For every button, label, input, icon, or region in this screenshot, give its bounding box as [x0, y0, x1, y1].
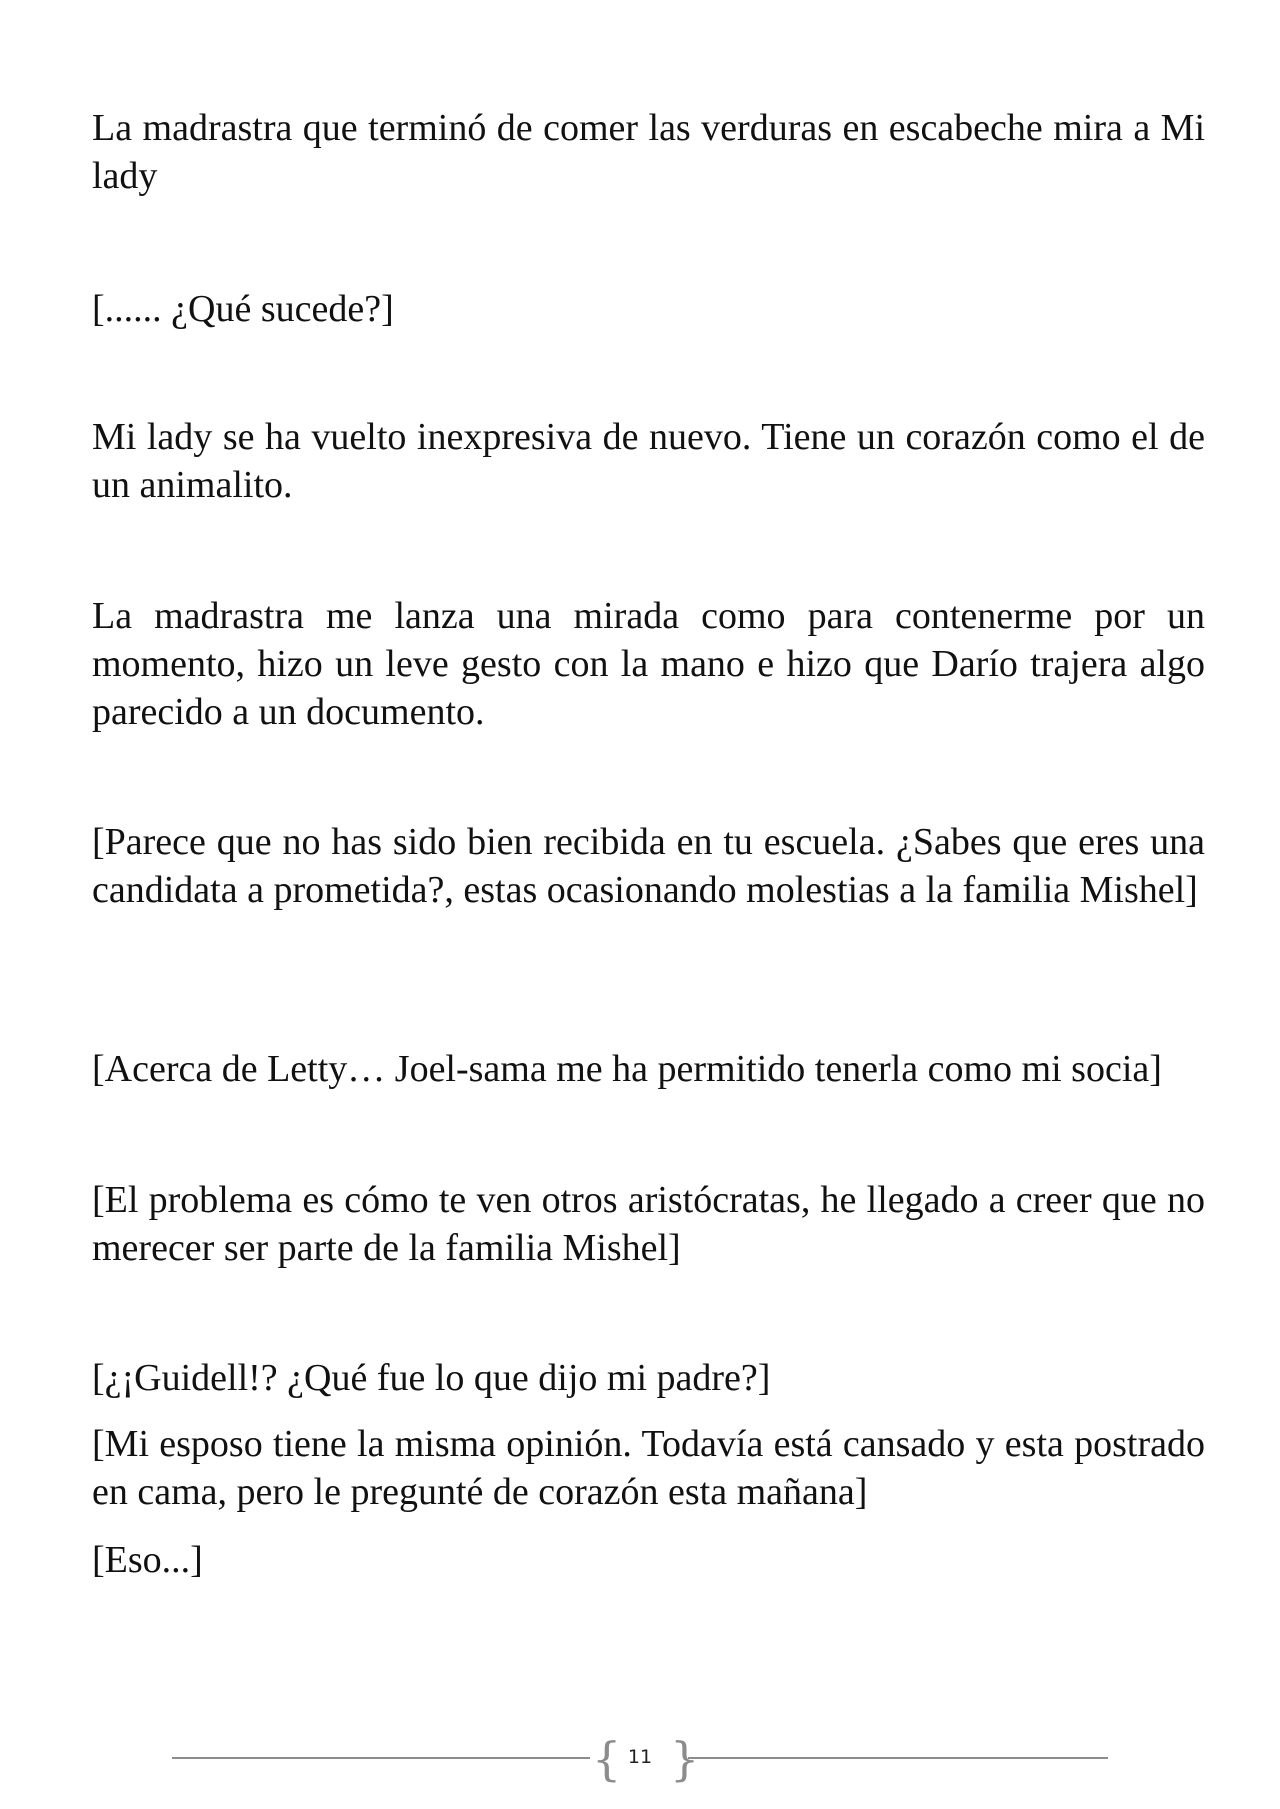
paragraph-4: La madrastra me lanza una mirada como para contenerme por un momento, hizo un leve gesto con la mano e hizo que Darío trajera algo parecido a un documento. — [92, 595, 1205, 733]
page-number: 11 — [627, 1746, 653, 1768]
paragraph-3: Mi lady se ha vuelto inexpresiva de nuevo. Tiene un corazón como el de un animalito. — [92, 416, 1205, 506]
paragraph-1: La madrastra que terminó de comer las verduras en escabeche mira a Mi lady — [92, 107, 1205, 197]
paragraph-10: [Eso...] — [92, 1539, 203, 1581]
footer-rule-right — [688, 1757, 1108, 1759]
paragraph-8: [¿¡Guidell!? ¿Qué fue lo que dijo mi padre?] — [92, 1357, 771, 1399]
paragraph-9: [Mi esposo tiene la misma opinión. Todavía está cansado y esta postrado en cama, pero le pregunté de corazón esta mañana] — [92, 1423, 1205, 1513]
footer-rule-left — [172, 1757, 590, 1759]
paragraph-6: [Acerca de Letty… Joel-sama me ha permitido tenerla como mi socia] — [92, 1048, 1162, 1090]
paragraph-7: [El problema es cómo te ven otros aristócratas, he llegado a creer que no merecer ser parte de la familia Mishel] — [92, 1179, 1205, 1269]
footer-brace-open: { — [592, 1732, 622, 1786]
footer-brace-close: } — [670, 1732, 700, 1786]
paragraph-2: [...... ¿Qué sucede?] — [92, 288, 394, 330]
paragraph-5: [Parece que no has sido bien recibida en tu escuela. ¿Sabes que eres una candidata a prometida?, estas ocasionando molestias a la familia Mishel] — [92, 821, 1205, 911]
